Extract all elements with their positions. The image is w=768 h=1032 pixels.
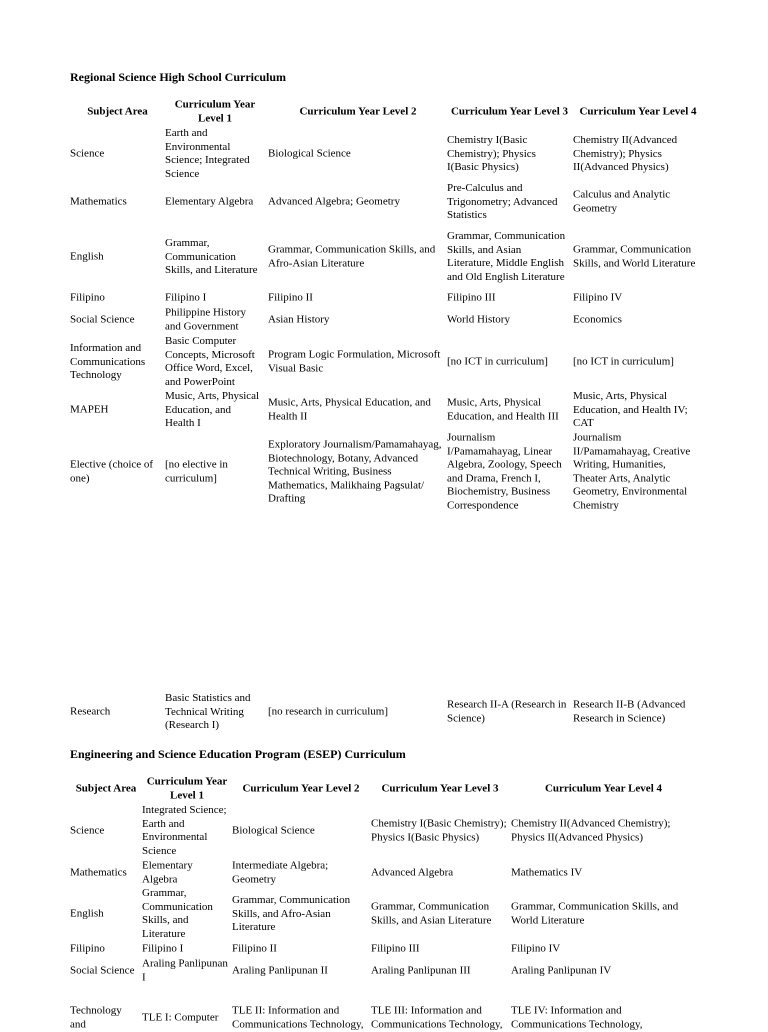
- rshs-cell-year-4: Music, Arts, Physical Education, and Health IV; CAT: [573, 389, 688, 429]
- esep-cell-year-1: TLE I: Computer: [142, 1011, 219, 1024]
- esep-cell-year-4: TLE IV: Information and Communications Technology,: [511, 1004, 643, 1030]
- rshs-cell-year-4: Economics: [573, 313, 622, 326]
- rshs-cell-year-4: Research II-B (Advanced Research in Science): [573, 698, 686, 724]
- rshs-cell-year-2: Music, Arts, Physical Education, and Health II: [268, 396, 431, 422]
- esep-cell-year-2: Araling Panlipunan II: [232, 964, 328, 977]
- esep-header-year-4: Curriculum Year Level 4: [544, 782, 662, 795]
- esep-cell-year-1: Elementary Algebra: [142, 859, 193, 885]
- rshs-cell-year-4: Chemistry II(Advanced Chemistry); Physics II(Advanced Physics): [573, 133, 678, 173]
- rshs-cell-year-3: Journalism I/Pamamahayag, Linear Algebra, Zoology, Speech and Drama, French I, Biochemistry, Business Correspondence: [447, 431, 562, 511]
- rshs-cell-year-4: Grammar, Communication Skills, and World Literature: [573, 243, 696, 269]
- esep-cell-subject: Technology and: [70, 1004, 122, 1030]
- rshs-cell-subject: Research: [70, 705, 111, 718]
- rshs-cell-subject: Social Science: [70, 313, 135, 326]
- rshs-cell-year-3: Research II-A (Research in Science): [447, 698, 567, 724]
- esep-cell-year-3: Grammar, Communication Skills, and Asian Literature: [371, 900, 492, 926]
- rshs-cell-year-2: Grammar, Communication Skills, and Afro-Asian Literature: [268, 243, 436, 269]
- esep-cell-subject: Mathematics: [70, 866, 127, 879]
- esep-cell-year-3: Chemistry I(Basic Chemistry); Physics I(Basic Physics): [371, 817, 507, 843]
- rshs-cell-year-4: Filipino IV: [573, 291, 623, 304]
- esep-header-year-3: Curriculum Year Level 3: [381, 782, 499, 795]
- rshs-cell-year-1: Philippine History and Government: [165, 306, 246, 332]
- esep-cell-year-2: TLE II: Information and Communications Technology,: [232, 1004, 364, 1030]
- esep-cell-subject: Social Science: [70, 964, 135, 977]
- esep-cell-year-3: TLE III: Information and Communications Technology,: [371, 1004, 503, 1030]
- rshs-cell-year-3: World History: [447, 313, 510, 326]
- rshs-cell-year-1: Elementary Algebra: [165, 195, 254, 208]
- rshs-header-year-2: Curriculum Year Level 2: [299, 105, 417, 118]
- esep-header-year-2: Curriculum Year Level 2: [242, 782, 360, 795]
- rshs-cell-year-3: Pre-Calculus and Trigonometry; Advanced Statistics: [447, 181, 558, 221]
- esep-title: Engineering and Science Education Program (ESEP) Curriculum: [70, 747, 406, 761]
- esep-cell-year-2: Intermediate Algebra; Geometry: [232, 859, 329, 885]
- esep-cell-subject: English: [70, 907, 104, 920]
- rshs-cell-year-3: Music, Arts, Physical Education, and Health III: [447, 396, 559, 422]
- esep-cell-subject: Filipino: [70, 942, 105, 955]
- esep-cell-year-1: Grammar, Communication Skills, and Literature: [142, 887, 213, 940]
- esep-header-subject: Subject Area: [75, 782, 137, 795]
- rshs-cell-year-2: Program Logic Formulation, Microsoft Visual Basic: [268, 348, 441, 374]
- rshs-cell-subject: Filipino: [70, 291, 105, 304]
- rshs-header-year-3: Curriculum Year Level 3: [450, 105, 568, 118]
- rshs-cell-year-2: Filipino II: [268, 291, 313, 304]
- rshs-cell-year-2: [no research in curriculum]: [268, 705, 389, 718]
- esep-cell-year-3: Filipino III: [371, 942, 420, 955]
- esep-cell-year-4: Araling Panlipunan IV: [511, 964, 612, 977]
- esep-cell-year-3: Araling Panlipunan III: [371, 964, 471, 977]
- esep-cell-year-4: Mathematics IV: [511, 866, 583, 879]
- rshs-cell-year-2: Asian History: [268, 313, 330, 326]
- rshs-header-year-4: Curriculum Year Level 4: [579, 105, 697, 118]
- rshs-cell-year-3: Filipino III: [447, 291, 496, 304]
- rshs-title: Regional Science High School Curriculum: [70, 70, 286, 84]
- esep-header-year-1: Curriculum Year Level 1: [146, 775, 228, 801]
- rshs-cell-subject: Science: [70, 147, 105, 160]
- esep-cell-year-1: Integrated Science; Earth and Environmental Science: [142, 804, 227, 857]
- esep-cell-year-2: Grammar, Communication Skills, and Afro-Asian Literature: [232, 893, 351, 933]
- rshs-cell-subject: Information and Communications Technology: [70, 341, 146, 381]
- esep-cell-year-1: Filipino I: [142, 942, 184, 955]
- esep-cell-subject: Science: [70, 824, 105, 837]
- esep-cell-year-1: Araling Panlipunan I: [142, 957, 228, 983]
- rshs-cell-year-4: [no ICT in curriculum]: [573, 355, 674, 368]
- esep-cell-year-4: Chemistry II(Advanced Chemistry); Physics II(Advanced Physics): [511, 817, 671, 843]
- rshs-cell-year-3: Grammar, Communication Skills, and Asian Literature, Middle English and Old English Literature: [447, 230, 566, 283]
- rshs-cell-year-1: Music, Arts, Physical Education, and Health I: [165, 389, 260, 429]
- rshs-cell-subject: English: [70, 250, 104, 263]
- rshs-cell-year-2: Exploratory Journalism/Pamamahayag, Biotechnology, Botany, Advanced Technical Writing, Business Mathematics, Malikhaing Pagsulat/ Drafting: [268, 438, 442, 505]
- rshs-cell-year-1: [no elective in curriculum]: [165, 458, 228, 484]
- rshs-cell-year-1: Basic Computer Concepts, Microsoft Office Word, Excel, and PowerPoint: [165, 335, 255, 388]
- rshs-cell-year-4: Journalism II/Pamamahayag, Creative Writing, Humanities, Theater Arts, Analytic Geometry, Environmental Chemistry: [573, 431, 691, 511]
- rshs-cell-year-4: Calculus and Analytic Geometry: [573, 188, 671, 214]
- rshs-cell-year-3: [no ICT in curriculum]: [447, 355, 548, 368]
- rshs-cell-year-1: Earth and Environmental Science; Integrated Science: [165, 127, 250, 180]
- esep-cell-year-2: Biological Science: [232, 824, 315, 837]
- rshs-cell-year-1: Grammar, Communication Skills, and Literature: [165, 236, 258, 276]
- rshs-cell-year-1: Basic Statistics and Technical Writing (Research I): [165, 691, 251, 731]
- esep-cell-year-2: Filipino II: [232, 942, 277, 955]
- esep-cell-year-4: Grammar, Communication Skills, and World Literature: [511, 900, 679, 926]
- esep-cell-year-3: Advanced Algebra: [371, 866, 454, 879]
- rshs-cell-year-3: Chemistry I(Basic Chemistry); Physics I(Basic Physics): [447, 133, 536, 173]
- rshs-cell-subject: Mathematics: [70, 195, 127, 208]
- rshs-header-year-1: Curriculum Year Level 1: [174, 98, 256, 124]
- rshs-header-subject: Subject Area: [87, 105, 148, 118]
- rshs-cell-subject: Elective (choice of one): [70, 458, 154, 484]
- esep-cell-year-4: Filipino IV: [511, 942, 561, 955]
- rshs-cell-year-1: Filipino I: [165, 291, 207, 304]
- rshs-cell-year-2: Advanced Algebra; Geometry: [268, 195, 400, 208]
- rshs-cell-year-2: Biological Science: [268, 147, 351, 160]
- rshs-cell-subject: MAPEH: [70, 403, 109, 416]
